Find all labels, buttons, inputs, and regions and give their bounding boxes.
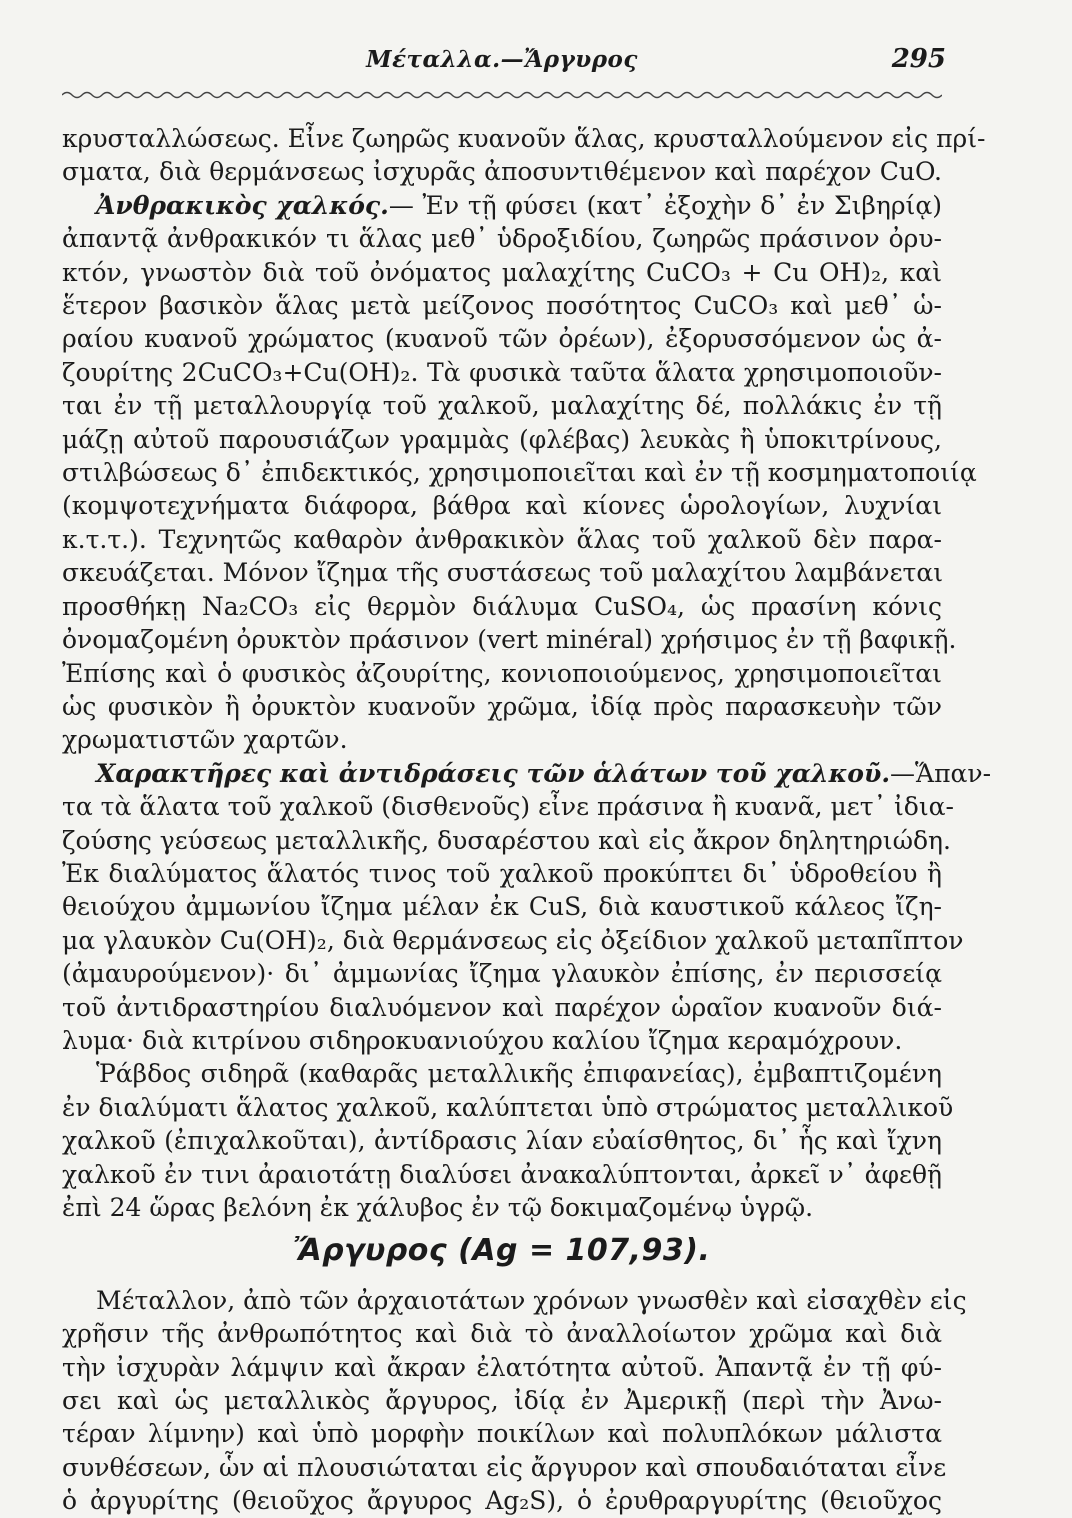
text-line: λυμα· διὰ κιτρίνου σιδηροκυανιούχου καλίου ἴζημα κεραμόχρουν. (62, 1025, 903, 1055)
paragraph-rabdos (62, 1057, 954, 1224)
text-line: ἀπαντᾷ ἀνθρακικόν τι ἅλας μεθ᾽ ὑδροξιδίου, ζωηρῶς πράσινον ὀρυ- (62, 224, 942, 254)
text-line: χαλκοῦ ἐν τινι ἀραιοτάτῃ διαλύσει ἀνακαλύπτονται, ἀρκεῖ ν᾽ ἀφεθῇ (62, 1159, 942, 1189)
wavy-rule-divider (62, 90, 942, 100)
text-line: κτόν, γνωστὸν διὰ τοῦ ὀνόματος μαλαχίτης CuCO₃ + Cu OH)₂, καὶ (62, 257, 942, 287)
text-line: ἐν διαλύματι ἅλατος χαλκοῦ, καλύπτεται ὑπὸ στρώματος μεταλλικοῦ (62, 1092, 954, 1122)
section-heading (62, 1234, 942, 1267)
text-line: Ἐπίσης καὶ ὁ φυσικὸς ἀζουρίτης, κονιοποιούμενος, χρησιμοποιεῖται (62, 658, 942, 688)
text-line: στιλβώσεως δ᾽ ἐπιδεκτικός, χρησιμοποιεῖται καὶ ἐν τῇ κοσμηματοποιίᾳ (62, 458, 977, 488)
text-line: τα τὰ ἅλατα τοῦ χαλκοῦ (δισθενοῦς) εἶνε πράσινα ἢ κυανᾶ, μετ᾽ ἰδια- (62, 792, 954, 822)
text-line: χαλκοῦ (ἐπιχαλκοῦται), ἀντίδρασις λίαν εὐαίσθητος, δι᾽ ἧς καὶ ἴχνη (62, 1126, 942, 1156)
text-line: σκευάζεται. Μόνον ἴζημα τῆς συστάσεως τοῦ μαλαχίτου λαμβάνεται (62, 558, 944, 588)
paragraph-xarakteres (62, 757, 992, 1058)
text-line: μάζῃ αὐτοῦ παρουσιάζων γραμμὰς (φλέβας) λευκὰς ἢ ὑποκιτρίνους, (62, 424, 942, 454)
text-line: κρυσταλλώσεως. Εἶνε ζωηρῶς κυανοῦν ἅλας, κρυσταλλούμενον εἰς πρί- (62, 124, 986, 153)
text-line: χρωματιστῶν χαρτῶν. (62, 725, 348, 755)
text-line: ται ἐν τῇ μεταλλουργίᾳ τοῦ χαλκοῦ, μαλαχίτης δέ, πολλάκις ἐν τῇ (62, 391, 942, 421)
text-line: τοῦ ἀντιδραστηρίου διαλυόμενον καὶ παρέχον ὡραῖον κυανοῦν διά- (62, 992, 942, 1022)
text-line: σματα, διὰ θερμάνσεως ἰσχυρᾶς ἀποσυντιθέμενον καὶ παρέχον CuO. (62, 157, 942, 187)
text-line: (κομψοτεχνήματα διάφορα, βάθρα καὶ κίονες ὡρολογίων, λυχνίαι (62, 491, 942, 521)
text-line: συνθέσεων, ὧν αἱ πλουσιώταται εἰς ἄργυρον καὶ σπουδαιόταται εἶνε (62, 1452, 947, 1482)
text-line: ζουρίτης 2CuCO₃+Cu(OH)₂. Τὰ φυσικὰ ταῦτα ἅλατα χρησιμοποιοῦν- (62, 357, 942, 387)
running-head (62, 44, 946, 88)
text-line: ζούσης γεύσεως μεταλλικῆς, δυσαρέστου καὶ εἰς ἄκρον δηλητηριώδη. (62, 825, 951, 855)
paragraph-continuation (62, 122, 986, 189)
text-line: ἐπὶ 24 ὥρας βελόνη ἐκ χάλυβος ἐν τῷ δοκιμαζομένῳ ὑγρῷ. (62, 1193, 814, 1222)
text-fragment: —Ἅπαν- (890, 758, 992, 788)
page-number: 295 (891, 44, 946, 74)
text-line: ὁ ἀργυρίτης (θειοῦχος ἄργυρος Ag₂S), ὁ ἐρυθραργυρίτης (θειοῦχος (62, 1486, 942, 1516)
book-page (62, 44, 992, 1516)
text-fragment: — Ἐν τῇ φύσει (κατ᾽ ἐξοχὴν δ᾽ ἐν Σιβηρίᾳ) (388, 190, 942, 220)
section-formula: (Ag = 107,93). (458, 1233, 711, 1269)
text-line: (ἀμαυρούμενον)· δι᾽ ἀμμωνίας ἴζημα γλαυκὸν ἐπίσης, ἐν περισσείᾳ (62, 959, 942, 989)
paragraph-anthrakikos (62, 189, 977, 757)
text-line: ραίου κυανοῦ χρώματος (κυανοῦ τῶν ὀρέων), ἐξορυσσόμενον ὡς ἀ- (62, 324, 942, 354)
text-line: μα γλαυκὸν Cu(OH)₂, διὰ θερμάνσεως εἰς ὀξείδιον χαλκοῦ μεταπῖπτον (62, 925, 964, 955)
text-line: ὡς φυσικὸν ἢ ὀρυκτὸν κυανοῦν χρῶμα, ἰδίᾳ πρὸς παρασκευὴν τῶν (62, 691, 942, 721)
paragraph-argyros (62, 1284, 967, 1518)
subsection-title: Ἀνθρακικὸς χαλκός. (96, 190, 389, 220)
section-name: Ἄργυρος (293, 1233, 448, 1269)
subsection-title: Χαρακτῆρες καὶ ἀντιδράσεις τῶν ἁλάτων τοῦ χαλκοῦ. (96, 758, 891, 788)
text-line: τὴν ἰσχυρὰν λάμψιν καὶ ἄκραν ἐλατότητα αὐτοῦ. Ἀπαντᾷ ἐν τῇ φύ- (62, 1352, 942, 1382)
text-line: θειούχου ἀμμωνίου ἴζημα μέλαν ἐκ CuS, διὰ καυστικοῦ κάλεος ἴζη- (62, 892, 942, 922)
text-line: Ἐκ διαλύματος ἅλατός τινος τοῦ χαλκοῦ προκύπτει δι᾽ ὑδροθείου ἢ (62, 858, 942, 888)
text-line: Ῥάβδος σιδηρᾶ (καθαρᾶς μεταλλικῆς ἐπιφανείας), ἐμβαπτιζομένη (96, 1059, 942, 1089)
text-line: τέραν λίμνην) καὶ ὑπὸ μορφὴν ποικίλων καὶ πολυπλόκων μάλιστα (62, 1419, 942, 1449)
body-text (62, 122, 992, 1518)
running-title: Μέταλλα.—Ἄργυρος (366, 46, 638, 73)
text-line: σει καὶ ὡς μεταλλικὸς ἄργυρος, ἰδίᾳ ἐν Ἀμερικῇ (περὶ τὴν Ἀνω- (62, 1386, 942, 1416)
text-line (62, 189, 942, 222)
text-line: Μέταλλον, ἀπὸ τῶν ἀρχαιοτάτων χρόνων γνωσθὲν καὶ εἰσαχθὲν εἰς (96, 1285, 967, 1315)
text-line: προσθήκῃ Na₂CO₃ εἰς θερμὸν διάλυμα CuSO₄, ὡς πρασίνη κόνις (62, 591, 942, 621)
text-line (62, 757, 992, 790)
text-line: ὀνομαζομένη ὀρυκτὸν πράσινον (vert minéral) χρήσιμος ἐν τῇ βαφικῇ. (62, 625, 957, 655)
text-line: χρῆσιν τῆς ἀνθρωπότητος καὶ διὰ τὸ ἀναλλοίωτον χρῶμα καὶ διὰ (62, 1319, 942, 1349)
text-line: κ.τ.τ.). Τεχνητῶς καθαρὸν ἀνθρακικὸν ἅλας τοῦ χαλκοῦ δὲν παρα- (62, 524, 942, 554)
text-line: ἕτερον βασικὸν ἅλας μετὰ μείζονος ποσότητος CuCO₃ καὶ μεθ᾽ ὡ- (62, 291, 942, 321)
